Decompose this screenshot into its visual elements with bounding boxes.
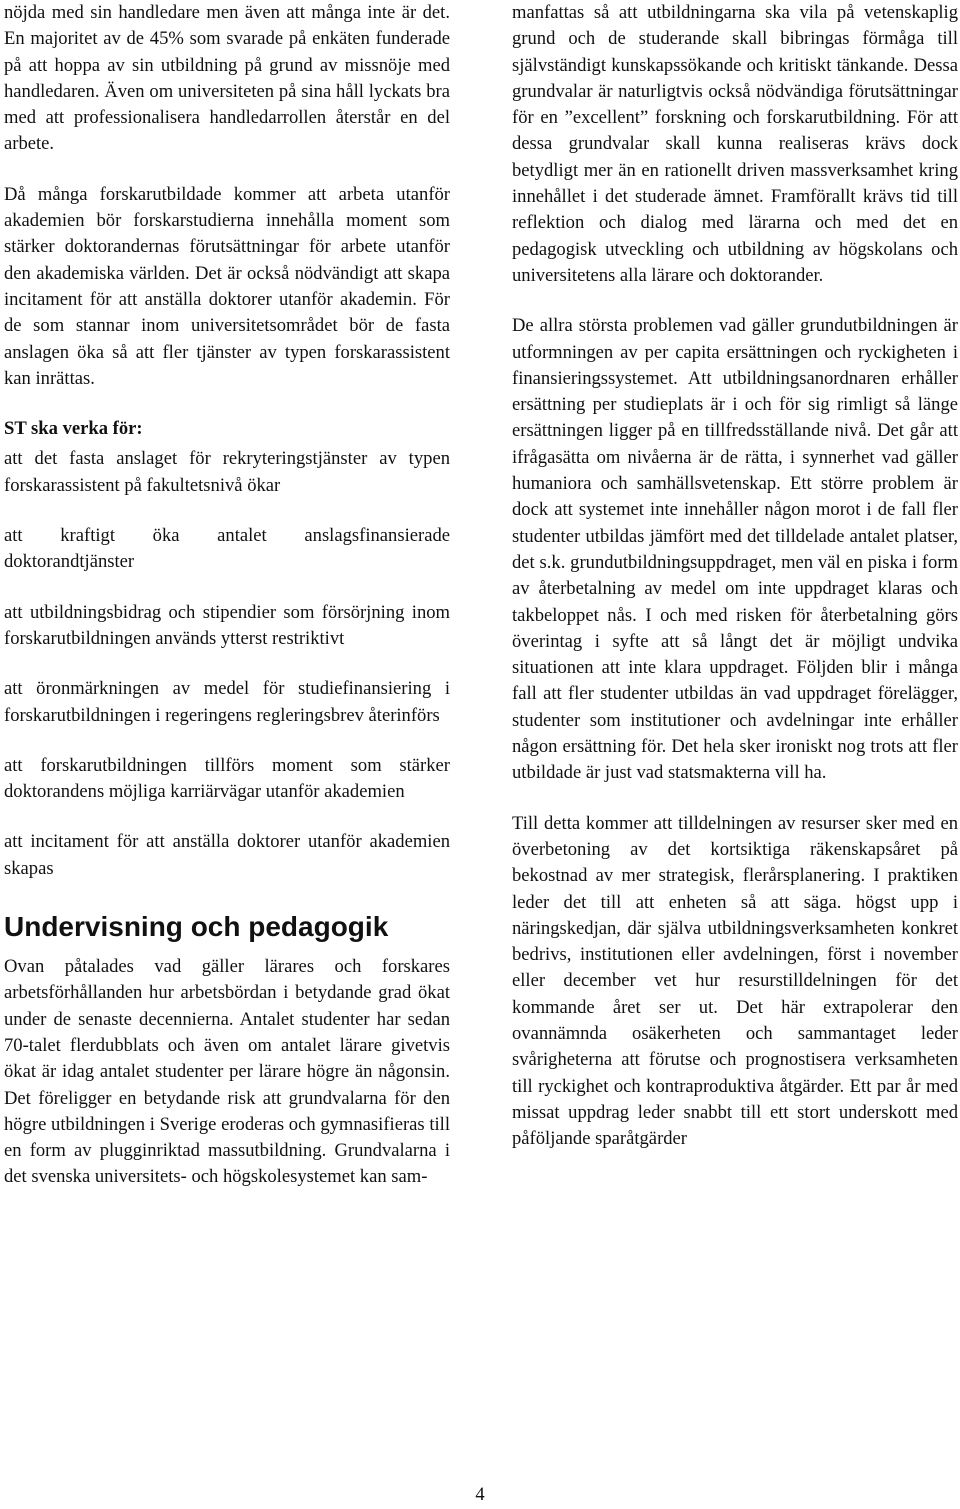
st-demands-heading: ST ska verka för: [4, 418, 143, 440]
demand-item: att öronmärkningen av medel för studiefinansiering i forskarutbildningen i regeringens regleringsbrev återinförs [4, 678, 450, 726]
demand-item: att utbildningsbidrag och stipendier som försörjning inom forskarutbildningen används ytterst restriktivt [4, 601, 450, 649]
paragraph-funding-problems: De allra största problemen vad gäller grundutbildningen är utformningen av per capita ersättningen och ryckigheten i finansieringssystemet. Att utbildningsanordnaren erhåller ersättning per studieplats är i och för sig rimligt så länge ersättningen ligger på en tillfredsställande nivå. Det går att ifrågasätta om nivåerna är de rätta, i synnerhet vad gäller humaniora och samhällsvetenskap. Ett större problem är dock att systemet inte innehåller någon morot i de fall fler studenter utbildas jämfört med det tilldelade antalet platser, det s.k. grundutbildningsuppdraget, men väl en piska i form av återbetalning av medel om inte uppdraget klaras och takbeloppet nås. I och med risken för återbetalning görs överintag i syfte att så långt det är möjligt undvika situationen att inte klara uppdraget. Följden blir i många fall att fler studenter utbildas än vad uppdraget förelägger, studenter som institutioner och avdelningar inte erhåller någon ersättning för. Det hela sker ironiskt nog trots att fler utbildade är just vad statsmakterna vill ha. [512, 315, 958, 784]
paragraph-career-outside-academia: Då många forskarutbildade kommer att arbeta utanför akademien bör forskarstudierna innehålla moment som stärker doktorandernas förutsättningar för arbete utanför den akademiska världen. Det är också nödvändigt att skapa incitament för att anställa doktorer utanför akademin. För de som stannar inom universitetsområdet bör de fasta anslagen öka så att fler tjänster av typen forskarassistent kan inrättas. [4, 183, 450, 389]
page-number: 4 [475, 1484, 485, 1505]
paragraph-teaching: Ovan påtalades vad gäller lärares och forskares arbetsförhållanden hur arbetsbördan i betydande grad ökat under de senaste decennierna. Antalet studenter har sedan 70-talet flerdubblats och även om antalet lärare givetvis ökat är idag antalet studenter per lärare högre än någonsin. Det föreligger en betydande risk att grundvalarna för den högre utbildningen i Sverige eroderas och gymnasifieras till en form av plugginriktad massutbildning. Grundvalarna i det svenska universitets- och högskolesystemet kan sam- [4, 956, 450, 1188]
paragraph-resource-allocation: Till detta kommer att tilldelningen av resurser sker med en överbetoning av det kortsiktiga räkenskapsåret på bekostnad av mer strategisk, flerårsplanering. I praktiken leder det till att enheten så att säga. högst upp i näringskedjan, där själva utbildningsverksamheten konkret bedrivs, institutionen eller avdelningen, först i november eller december vet hur resurstilldelningen för det kommande året ser ut. Det här extrapolerar den ovannämnda osäkerheten och sammantaget leder svårigheterna att förutse och prognostisera verksamheten till ryckighet och kontraproduktiva åtgärder. Ett par år med missat uppdrag leder snabbt till ett stort underskott med påföljande sparåtgärder [512, 812, 958, 1150]
paragraph-foundations: manfattas så att utbildningarna ska vila på vetenskaplig grund och de studerande skall bibringas förmåga till självständigt kunskapssökande och kritiskt tänkande. Dessa grundvalar är naturligtvis också nödvändiga förutsättningar för en ”excellent” forskning och forskarutbildning. För att dessa grundvalar skall kunna realiseras krävs dock betydligt mer än en rationellt driven massverksamhet kring innehållet i det studerade ämnet. Framförallt krävs tid till reflektion och dialog med lärarna och med det en pedagogisk utveckling och utbildning av högskolans och universitetens alla lärare och doktorander. [512, 2, 958, 286]
section-heading: Undervisning och pedagogik [4, 911, 389, 943]
demand-item: att forskarutbildningen tillförs moment som stärker doktorandens möjliga karriärvägar utanför akademien [4, 754, 450, 803]
demand-item: att det fasta anslaget för rekryteringstjänster av typen forskarassistent på fakultetsnivå ökar [4, 448, 450, 496]
demand-item: att incitament för att anställa doktorer utanför akademien skapas [4, 831, 450, 879]
right-column [512, 0, 958, 1152]
demand-item: att kraftigt öka antalet anslagsfinansierade doktorandtjänster [4, 525, 450, 573]
left-column [4, 0, 450, 1191]
paragraph-supervisors: nöjda med sin handledare men även att många inte är det. En majoritet av de 45% som svarade på enkäten funderade på att hoppa av sin utbildning på grund av missnöje med handledaren. Även om universiteten på sina håll lyckats bra med att professionalisera handledarrollen återstår en del arbete. [4, 2, 450, 155]
